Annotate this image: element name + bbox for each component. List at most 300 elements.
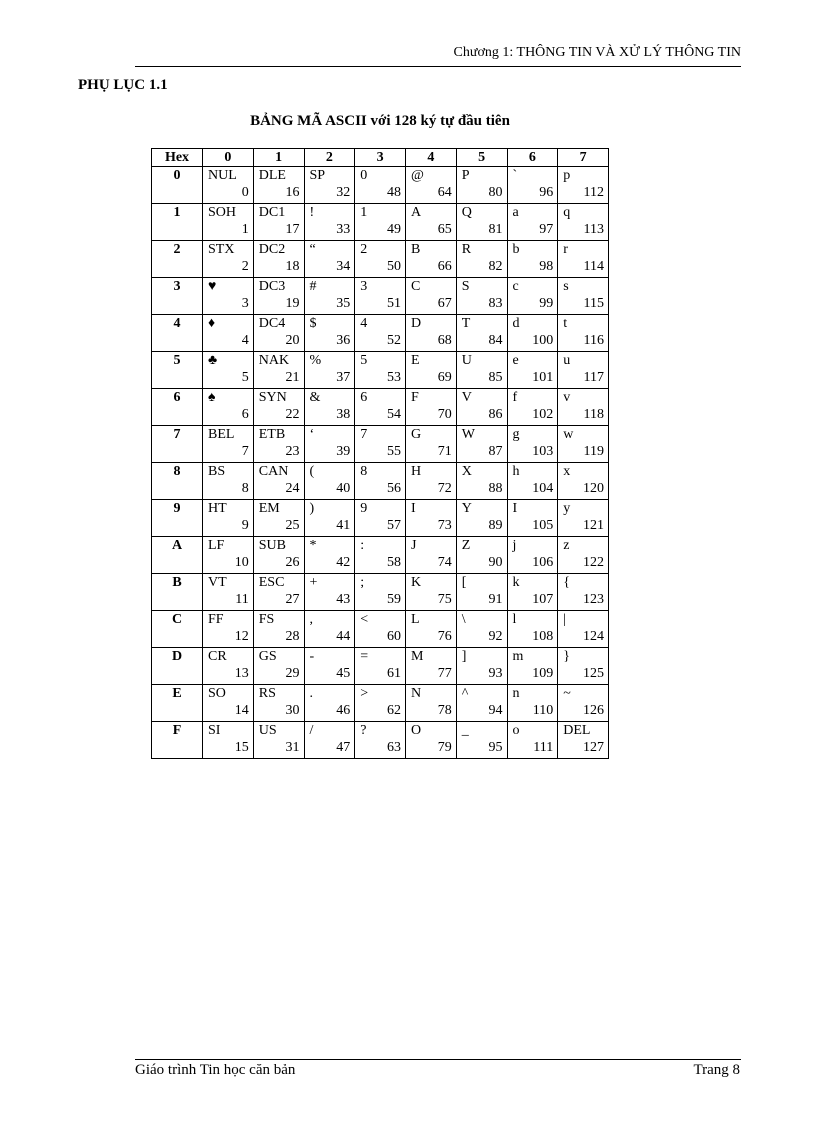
char-symbol: ? xyxy=(360,723,367,738)
char-code: 101 xyxy=(532,370,554,385)
char-symbol: ♠ xyxy=(208,390,216,405)
char-cell xyxy=(456,167,507,204)
char-cell xyxy=(558,722,609,759)
char-symbol: , xyxy=(309,612,313,627)
char-code: 43 xyxy=(336,592,351,607)
char-symbol: z xyxy=(563,538,570,553)
char-code: 120 xyxy=(583,481,604,496)
table-row xyxy=(152,574,609,611)
char-cell xyxy=(558,352,609,389)
char-cell xyxy=(406,315,457,352)
char-cell xyxy=(304,315,355,352)
char-cell xyxy=(558,241,609,278)
char-symbol: GS xyxy=(258,649,277,664)
char-code: 35 xyxy=(336,296,351,311)
char-symbol: ) xyxy=(309,501,315,516)
char-code: 12 xyxy=(234,629,249,644)
char-code: 74 xyxy=(437,555,452,570)
row-hex-label: 4 xyxy=(152,315,203,352)
char-code: 65 xyxy=(437,222,452,237)
char-code: 98 xyxy=(539,259,554,274)
char-code: 102 xyxy=(532,407,554,422)
char-symbol: 9 xyxy=(360,501,368,516)
char-cell xyxy=(406,648,457,685)
char-symbol: c xyxy=(512,279,519,294)
char-cell xyxy=(304,685,355,722)
char-code: 24 xyxy=(285,481,300,496)
char-code: 105 xyxy=(532,518,554,533)
char-cell xyxy=(406,278,457,315)
char-code: 91 xyxy=(488,592,503,607)
char-symbol: HT xyxy=(208,501,227,516)
char-code: 66 xyxy=(437,259,452,274)
char-cell xyxy=(558,389,609,426)
char-cell xyxy=(355,574,406,611)
char-symbol: 7 xyxy=(360,427,368,442)
char-cell xyxy=(203,278,254,315)
char-symbol: ESC xyxy=(258,575,285,590)
char-symbol: G xyxy=(411,427,422,442)
char-code: 76 xyxy=(437,629,452,644)
char-cell xyxy=(253,352,304,389)
char-symbol: Y xyxy=(461,501,472,516)
char-code: 121 xyxy=(583,518,604,533)
char-code: 108 xyxy=(532,629,554,644)
char-symbol: ] xyxy=(461,649,467,664)
char-cell xyxy=(304,463,355,500)
char-cell xyxy=(203,241,254,278)
char-symbol: e xyxy=(512,353,519,368)
char-symbol: V xyxy=(461,390,472,405)
char-symbol: ♣ xyxy=(208,353,218,368)
table-row xyxy=(152,241,609,278)
char-symbol: ` xyxy=(512,168,518,183)
char-symbol: 3 xyxy=(360,279,368,294)
table-row xyxy=(152,463,609,500)
char-code: 62 xyxy=(387,703,401,718)
char-code: 37 xyxy=(336,370,351,385)
row-hex-label: A xyxy=(152,537,203,574)
char-symbol: E xyxy=(411,353,420,368)
char-cell xyxy=(456,574,507,611)
char-cell xyxy=(304,167,355,204)
table-row xyxy=(152,204,609,241)
char-code: 9 xyxy=(241,518,249,533)
char-code: 3 xyxy=(241,296,249,311)
char-code: 59 xyxy=(387,592,401,607)
char-cell xyxy=(558,500,609,537)
char-code: 97 xyxy=(539,222,554,237)
char-cell xyxy=(355,315,406,352)
char-cell xyxy=(507,315,558,352)
char-code: 116 xyxy=(583,333,604,348)
char-code: 8 xyxy=(241,481,249,496)
char-code: 92 xyxy=(488,629,503,644)
char-code: 68 xyxy=(437,333,452,348)
char-cell xyxy=(456,500,507,537)
column-header-row xyxy=(152,149,609,167)
char-symbol: SUB xyxy=(258,538,286,553)
char-code: 69 xyxy=(437,370,452,385)
char-code: 27 xyxy=(285,592,300,607)
char-code: 77 xyxy=(437,666,452,681)
row-hex-label: 9 xyxy=(152,500,203,537)
char-code: 11 xyxy=(235,592,249,607)
table-row xyxy=(152,500,609,537)
char-cell xyxy=(253,204,304,241)
char-code: 96 xyxy=(539,185,554,200)
char-code: 25 xyxy=(285,518,300,533)
char-symbol: L xyxy=(411,612,420,627)
char-symbol: ; xyxy=(360,575,365,590)
char-symbol: ETB xyxy=(258,427,286,442)
char-symbol: US xyxy=(258,723,277,738)
char-cell xyxy=(304,722,355,759)
char-cell xyxy=(253,611,304,648)
char-symbol: “ xyxy=(309,242,316,257)
char-cell xyxy=(507,389,558,426)
char-symbol: Q xyxy=(461,205,472,220)
char-code: 54 xyxy=(387,407,401,422)
char-symbol: \ xyxy=(461,612,466,627)
row-hex-label: 0 xyxy=(152,167,203,204)
char-code: 122 xyxy=(583,555,604,570)
char-code: 14 xyxy=(234,703,249,718)
char-symbol: ~ xyxy=(563,686,571,701)
char-symbol: p xyxy=(563,168,571,183)
char-symbol: SP xyxy=(309,168,326,183)
char-symbol: FF xyxy=(208,612,224,627)
char-code: 93 xyxy=(488,666,503,681)
char-symbol: DLE xyxy=(258,168,286,183)
char-cell xyxy=(406,241,457,278)
table-row xyxy=(152,426,609,463)
char-code: 118 xyxy=(583,407,604,422)
char-code: 90 xyxy=(488,555,503,570)
char-code: 72 xyxy=(437,481,452,496)
char-symbol: ♥ xyxy=(208,279,217,294)
char-symbol: & xyxy=(309,390,321,405)
char-symbol: DC3 xyxy=(258,279,286,294)
char-cell xyxy=(253,389,304,426)
char-cell xyxy=(456,648,507,685)
char-cell xyxy=(507,463,558,500)
char-symbol: B xyxy=(411,242,421,257)
row-hex-label: 6 xyxy=(152,389,203,426)
char-code: 115 xyxy=(583,296,604,311)
row-hex-label: D xyxy=(152,648,203,685)
char-code: 71 xyxy=(437,444,452,459)
char-code: 114 xyxy=(583,259,604,274)
char-cell xyxy=(253,167,304,204)
char-symbol: * xyxy=(309,538,317,553)
char-code: 38 xyxy=(336,407,351,422)
column-header-hex: Hex xyxy=(152,149,203,167)
char-symbol: SYN xyxy=(258,390,287,405)
char-code: 126 xyxy=(583,703,604,718)
char-code: 60 xyxy=(387,629,401,644)
char-code: 19 xyxy=(285,296,300,311)
row-hex-label: F xyxy=(152,722,203,759)
char-cell xyxy=(456,426,507,463)
char-symbol: } xyxy=(563,649,570,664)
char-code: 63 xyxy=(387,740,401,755)
char-code: 110 xyxy=(532,703,554,718)
char-code: 107 xyxy=(532,592,554,607)
char-cell xyxy=(406,389,457,426)
char-code: 0 xyxy=(241,185,249,200)
char-code: 81 xyxy=(488,222,503,237)
char-code: 10 xyxy=(234,555,249,570)
char-cell xyxy=(253,685,304,722)
char-code: 6 xyxy=(241,407,249,422)
char-cell xyxy=(507,537,558,574)
row-hex-label: B xyxy=(152,574,203,611)
char-symbol: RS xyxy=(258,686,276,701)
char-code: 117 xyxy=(583,370,604,385)
char-symbol: I xyxy=(512,501,518,516)
char-symbol: _ xyxy=(461,723,469,738)
char-cell xyxy=(558,537,609,574)
char-cell xyxy=(304,611,355,648)
char-symbol: SOH xyxy=(208,205,237,220)
char-cell xyxy=(203,648,254,685)
char-cell xyxy=(507,500,558,537)
column-header-5: 5 xyxy=(456,149,507,167)
char-cell xyxy=(558,167,609,204)
char-cell xyxy=(507,167,558,204)
char-symbol: W xyxy=(461,427,475,442)
char-cell xyxy=(406,500,457,537)
table-row xyxy=(152,278,609,315)
char-symbol: ( xyxy=(309,464,315,479)
char-code: 40 xyxy=(336,481,351,496)
char-cell xyxy=(253,241,304,278)
char-cell xyxy=(253,426,304,463)
char-code: 82 xyxy=(488,259,503,274)
char-cell xyxy=(253,278,304,315)
char-cell xyxy=(406,685,457,722)
char-code: 17 xyxy=(285,222,300,237)
char-cell xyxy=(355,500,406,537)
char-code: 50 xyxy=(387,259,401,274)
char-cell xyxy=(304,500,355,537)
table-row xyxy=(152,389,609,426)
char-cell xyxy=(253,574,304,611)
char-code: 119 xyxy=(583,444,604,459)
column-header-2: 2 xyxy=(304,149,355,167)
char-symbol: y xyxy=(563,501,571,516)
char-symbol: O xyxy=(411,723,422,738)
char-symbol: m xyxy=(512,649,524,664)
char-symbol: % xyxy=(309,353,322,368)
char-cell xyxy=(355,537,406,574)
char-cell xyxy=(203,611,254,648)
char-cell xyxy=(304,352,355,389)
char-symbol: . xyxy=(309,686,313,701)
char-cell xyxy=(456,204,507,241)
char-code: 100 xyxy=(532,333,554,348)
char-cell xyxy=(456,315,507,352)
char-cell xyxy=(203,352,254,389)
char-symbol: DC1 xyxy=(258,205,286,220)
char-code: 5 xyxy=(241,370,249,385)
char-symbol: $ xyxy=(309,316,317,331)
char-symbol: x xyxy=(563,464,571,479)
footer-book-title: Giáo trình Tin học căn bản xyxy=(135,1062,296,1078)
char-code: 83 xyxy=(488,296,503,311)
char-cell xyxy=(253,537,304,574)
char-code: 26 xyxy=(285,555,300,570)
char-symbol: q xyxy=(563,205,571,220)
char-symbol: N xyxy=(411,686,422,701)
char-code: 70 xyxy=(437,407,452,422)
row-hex-label: E xyxy=(152,685,203,722)
char-cell xyxy=(304,389,355,426)
table-row xyxy=(152,352,609,389)
char-symbol: F xyxy=(411,390,419,405)
char-code: 41 xyxy=(336,518,351,533)
char-symbol: P xyxy=(461,168,470,183)
char-cell xyxy=(304,204,355,241)
char-symbol: f xyxy=(512,390,518,405)
char-symbol: VT xyxy=(208,575,227,590)
char-symbol: h xyxy=(512,464,520,479)
footer-page-number: Trang 8 xyxy=(693,1062,740,1078)
char-cell xyxy=(558,685,609,722)
char-cell xyxy=(406,611,457,648)
char-cell xyxy=(203,426,254,463)
char-code: 56 xyxy=(387,481,401,496)
column-header-3: 3 xyxy=(355,149,406,167)
char-symbol: < xyxy=(360,612,369,627)
char-symbol: BEL xyxy=(208,427,235,442)
char-symbol: = xyxy=(360,649,369,664)
char-code: 57 xyxy=(387,518,401,533)
char-symbol: u xyxy=(563,353,571,368)
char-code: 106 xyxy=(532,555,554,570)
footer-rule xyxy=(135,1059,741,1060)
char-code: 29 xyxy=(285,666,300,681)
char-cell xyxy=(456,611,507,648)
char-code: 111 xyxy=(533,740,554,755)
char-cell xyxy=(507,722,558,759)
char-code: 61 xyxy=(387,666,401,681)
char-code: 103 xyxy=(532,444,554,459)
char-symbol: DC4 xyxy=(258,316,286,331)
char-cell xyxy=(456,389,507,426)
char-cell xyxy=(203,463,254,500)
char-code: 48 xyxy=(387,185,401,200)
char-code: 16 xyxy=(285,185,300,200)
char-cell xyxy=(355,463,406,500)
char-cell xyxy=(304,537,355,574)
char-symbol: X xyxy=(461,464,472,479)
char-cell xyxy=(456,685,507,722)
char-code: 28 xyxy=(285,629,300,644)
char-cell xyxy=(406,426,457,463)
char-code: 46 xyxy=(336,703,351,718)
char-cell xyxy=(304,241,355,278)
char-cell xyxy=(507,241,558,278)
char-code: 21 xyxy=(285,370,300,385)
char-code: 84 xyxy=(488,333,503,348)
char-cell xyxy=(203,574,254,611)
table-row xyxy=(152,611,609,648)
char-cell xyxy=(203,685,254,722)
char-cell xyxy=(507,685,558,722)
char-cell xyxy=(507,574,558,611)
char-symbol: g xyxy=(512,427,520,442)
char-code: 79 xyxy=(437,740,452,755)
char-symbol: | xyxy=(563,612,567,627)
char-cell xyxy=(558,204,609,241)
char-symbol: S xyxy=(461,279,470,294)
char-symbol: 2 xyxy=(360,242,368,257)
char-cell xyxy=(355,241,406,278)
column-header-7: 7 xyxy=(558,149,609,167)
char-cell xyxy=(355,426,406,463)
table-row xyxy=(152,722,609,759)
char-symbol: CR xyxy=(208,649,227,664)
char-code: 125 xyxy=(583,666,604,681)
char-cell xyxy=(406,463,457,500)
char-cell xyxy=(456,352,507,389)
char-code: 95 xyxy=(488,740,503,755)
char-code: 85 xyxy=(488,370,503,385)
char-symbol: + xyxy=(309,575,318,590)
char-code: 109 xyxy=(532,666,554,681)
char-symbol: R xyxy=(461,242,472,257)
char-code: 51 xyxy=(387,296,401,311)
char-cell xyxy=(456,537,507,574)
table-row xyxy=(152,167,609,204)
char-symbol: Z xyxy=(461,538,471,553)
appendix-heading: PHỤ LỤC 1.1 xyxy=(78,77,168,93)
char-code: 88 xyxy=(488,481,503,496)
char-symbol: # xyxy=(309,279,317,294)
char-code: 1 xyxy=(241,222,249,237)
char-code: 2 xyxy=(241,259,249,274)
char-code: 18 xyxy=(285,259,300,274)
char-cell xyxy=(355,648,406,685)
char-code: 112 xyxy=(583,185,604,200)
char-cell xyxy=(253,648,304,685)
char-cell xyxy=(558,426,609,463)
char-code: 44 xyxy=(336,629,351,644)
char-symbol: @ xyxy=(411,168,424,183)
char-symbol: 1 xyxy=(360,205,368,220)
char-symbol: k xyxy=(512,575,520,590)
char-code: 86 xyxy=(488,407,503,422)
char-code: 42 xyxy=(336,555,351,570)
char-symbol: A xyxy=(411,205,422,220)
char-code: 80 xyxy=(488,185,503,200)
char-code: 124 xyxy=(583,629,604,644)
char-cell xyxy=(558,463,609,500)
char-code: 99 xyxy=(539,296,554,311)
char-symbol: DEL xyxy=(563,723,591,738)
ascii-table-body xyxy=(152,167,609,759)
char-cell xyxy=(253,500,304,537)
row-hex-label: 8 xyxy=(152,463,203,500)
char-symbol: / xyxy=(309,723,314,738)
char-cell xyxy=(507,278,558,315)
char-cell xyxy=(406,352,457,389)
char-cell xyxy=(406,537,457,574)
char-code: 23 xyxy=(285,444,300,459)
char-symbol: SO xyxy=(208,686,226,701)
